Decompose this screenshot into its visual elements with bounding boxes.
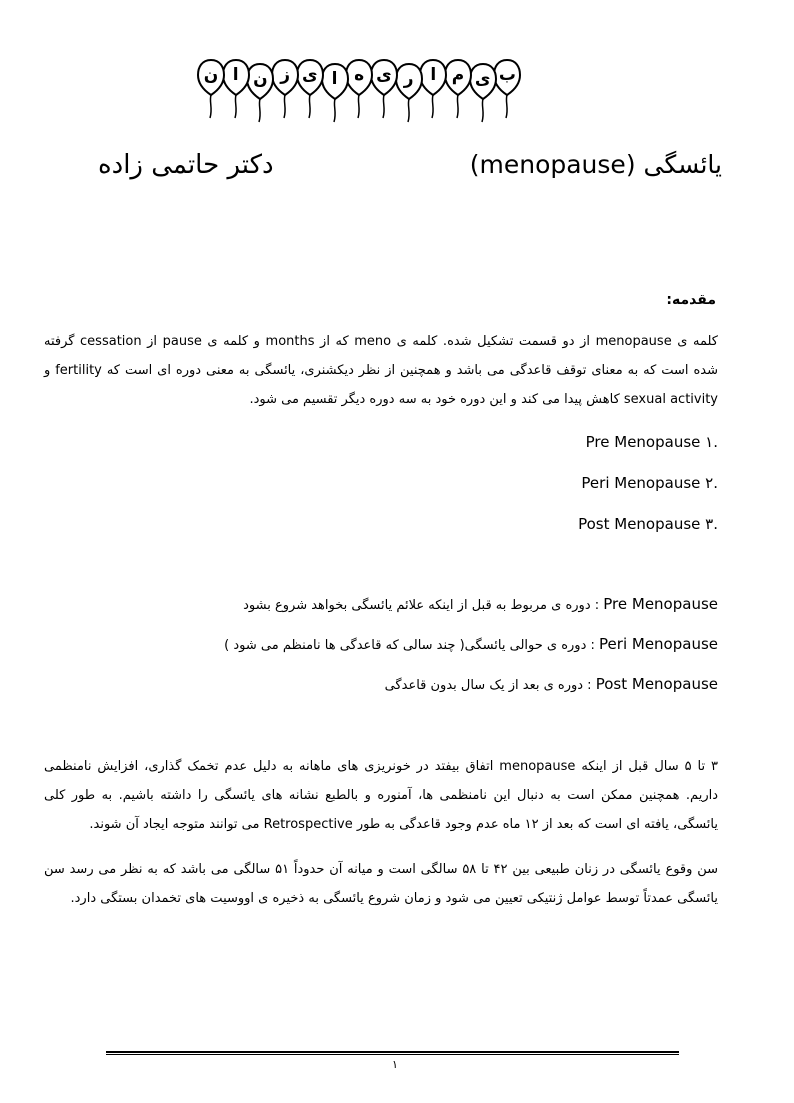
balloon-glyph: م bbox=[451, 65, 465, 85]
page-title: یائسگی (menopause) bbox=[469, 150, 722, 179]
balloon-glyph: ن bbox=[203, 65, 219, 85]
body-paragraph: ۳ تا ۵ سال قبل از اینکه menopause اتفاق بیفتد در خونریزی های ماهانه به دلیل عدم تخمک گذاری، افزایش نامنظمی داریم. همچنین ممکن است به دنبال این نامنظمی ها، آمنوره و بالطبع نشانه های یائسگی را داشته باشیم. به طور کلی یائسگی، یافته ای است که بعد از ۱۲ ماه عدم وجود قاعدگی به طور Retrospective می توانند متوجه ایجاد آن شوند. bbox=[44, 759, 719, 832]
page-number: ۱ bbox=[392, 1058, 398, 1071]
section-heading: مقدمه: bbox=[666, 292, 716, 308]
balloon-glyph: ا bbox=[331, 69, 338, 89]
balloon-glyph: ر bbox=[403, 69, 414, 89]
balloon-letter bbox=[196, 58, 226, 122]
list-item bbox=[318, 471, 718, 512]
balloon-glyph: ی bbox=[474, 69, 491, 89]
footer-divider bbox=[106, 1051, 679, 1053]
intro-paragraph: کلمه ی menopause از دو قسمت تشکیل شده. کلمه ی meno که از months و کلمه ی pause از cessation گرفته شده است که به معنای توقف قاعدگی می باشد و همچنین از نظر دیکشنری، یائسگی به معنی دوره ای است که fertility و sexual activity کاهش پیدا می کند و این دوره خود به سه دوره دیگر تقسیم می شود. bbox=[44, 334, 718, 407]
definition-term: Post Menopause bbox=[595, 675, 718, 693]
balloon-glyph: ز bbox=[280, 65, 290, 85]
definition-term: Peri Menopause bbox=[599, 635, 718, 653]
body-paragraph: سن وقوع یائسگی در زنان طبیعی بین ۴۲ تا ۵۸ سالگی است و میانه آن حدوداً ۵۱ سالگی می باشد که به نظر می رسد سن یائسگی عمدتاً توسط عوامل ژنتیکی تعیین می شود و زمان شروع یائسگی به ذخیره ی اووسیت های تخمدان بستگی دارد. bbox=[44, 862, 719, 906]
definition-text: : دوره ی مربوط به قبل از اینکه علائم یائسگی بخواهد شروع بشود bbox=[243, 598, 600, 613]
balloon-glyph: ن bbox=[253, 69, 268, 89]
definition-text: : دوره ی بعد از یک سال بدون قاعدگی bbox=[384, 678, 592, 693]
author-name: دکتر حاتمی زاده bbox=[98, 150, 274, 180]
list-label: Peri Menopause bbox=[581, 474, 701, 492]
definition-item bbox=[198, 672, 718, 712]
balloon-glyph: ا bbox=[430, 65, 437, 85]
list-number: .۱ bbox=[705, 433, 718, 451]
list-number: .۲ bbox=[705, 474, 718, 492]
list-number: .۳ bbox=[705, 515, 718, 533]
definition-item bbox=[198, 632, 718, 672]
footer-divider bbox=[106, 1054, 679, 1055]
balloon-glyph: ی bbox=[302, 65, 318, 85]
balloon-glyph: ی bbox=[376, 65, 392, 85]
balloon-glyph: ب bbox=[498, 65, 516, 85]
balloon-glyph: ا bbox=[232, 65, 239, 85]
list-label: Post Menopause bbox=[578, 515, 701, 533]
definition-text: : دوره ی حوالی یائسگی( چند سالی که قاعدگی ها نامنظم می شود ) bbox=[224, 638, 595, 653]
title-banner bbox=[196, 58, 522, 128]
definition-list bbox=[198, 592, 718, 712]
list-label: Pre Menopause bbox=[585, 433, 701, 451]
definition-item bbox=[198, 592, 718, 632]
list-item bbox=[318, 512, 718, 553]
definition-term: Pre Menopause bbox=[603, 595, 718, 613]
balloon-glyph: ه bbox=[354, 65, 365, 85]
list-item bbox=[318, 430, 718, 471]
stage-list bbox=[318, 430, 718, 553]
